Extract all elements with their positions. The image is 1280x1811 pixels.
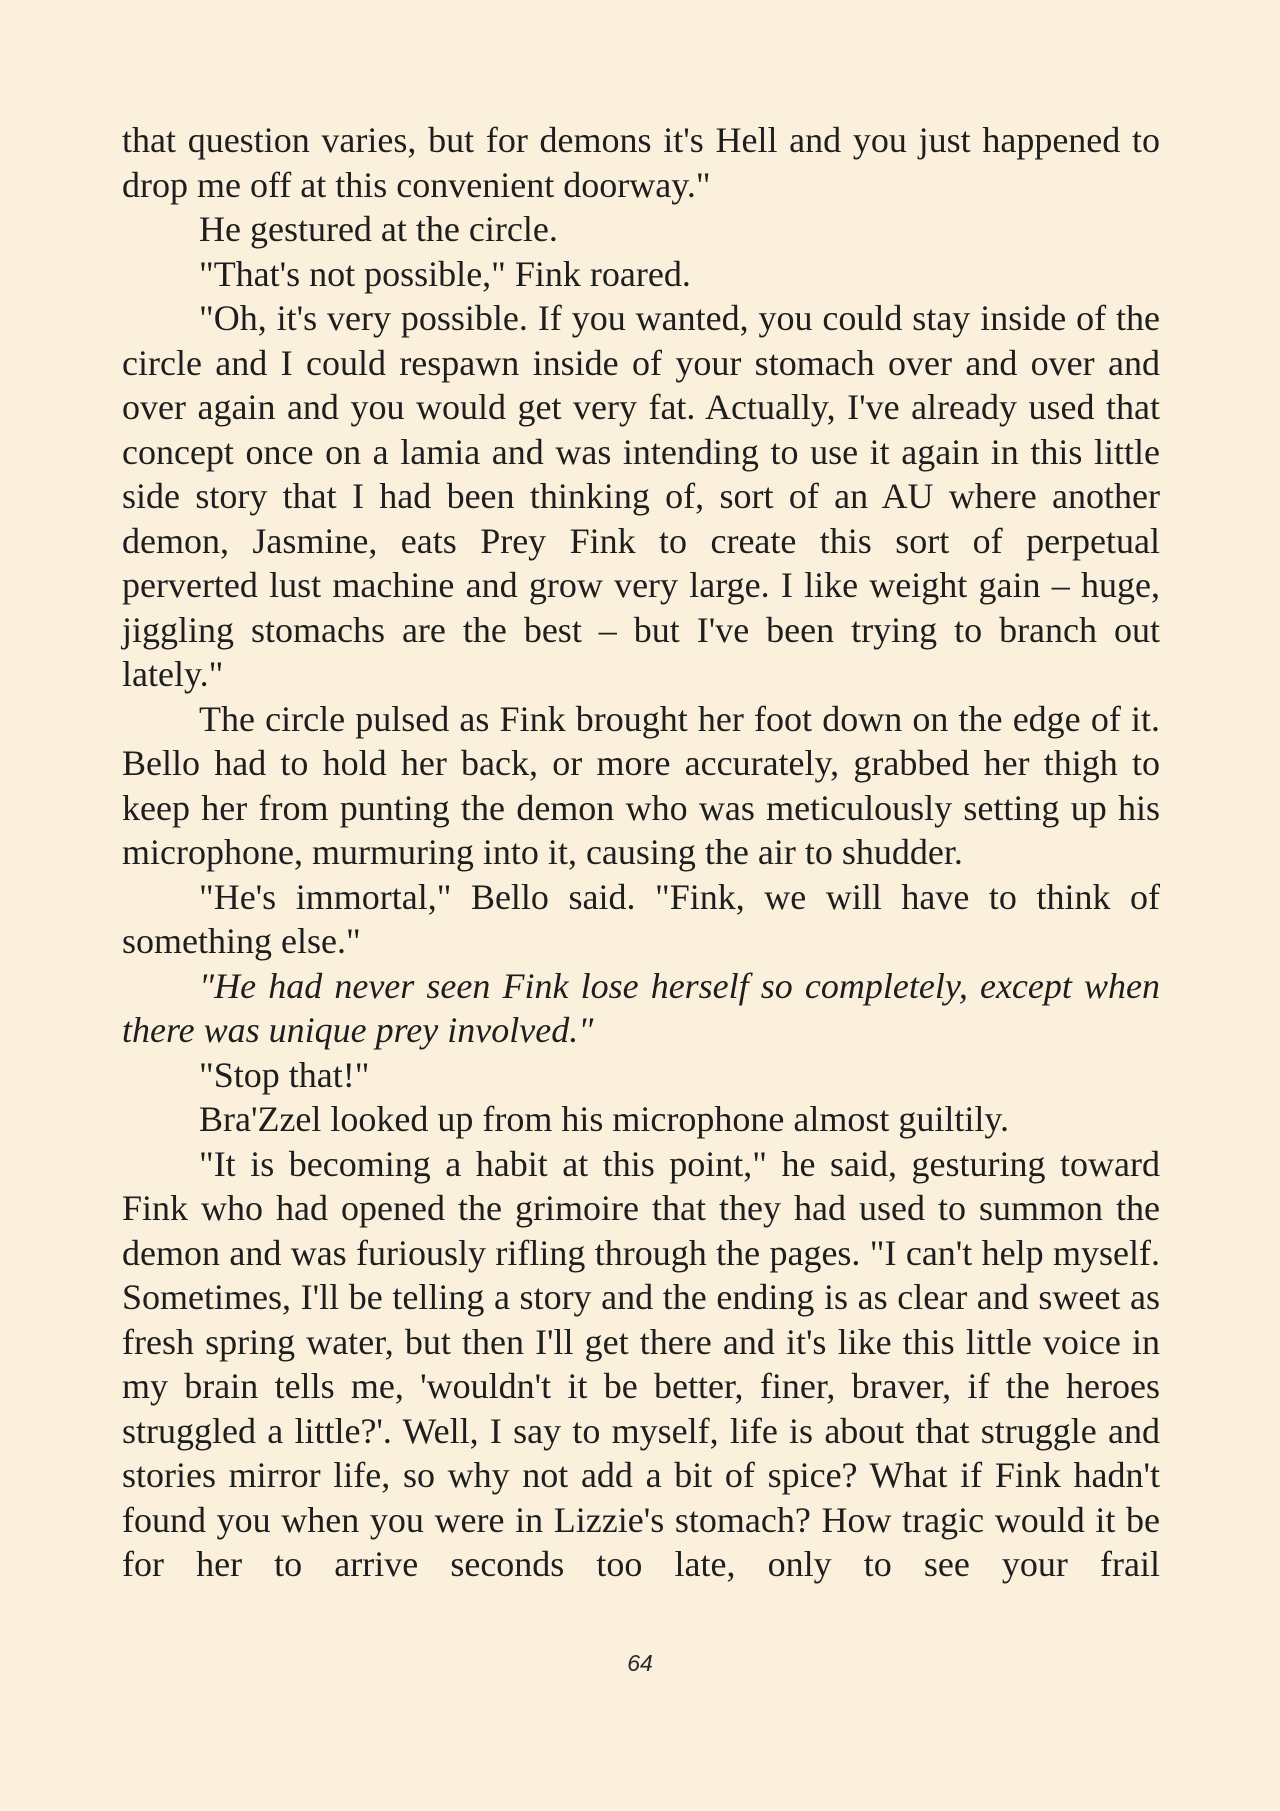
paragraph: "He's immortal," Bello said. "Fink, we will have to think of something else." bbox=[122, 876, 1160, 961]
paragraph: "Oh, it's very possible. If you wanted, you could stay inside of the circle and I could respawn inside of your stomach over and over and over again and you would get very fat. Actually, I've already used that concept once on a lamia and was intending to use it again in this little side story that I had been thinking of, sort of an AU where another demon, Jasmine, eats Prey Fink to create this sort of perpetual perverted lust machine and grow very large. I like weight gain – huge, jiggling stomachs are the best – but I've been trying to branch out lately." bbox=[122, 298, 1160, 694]
paragraph: that question varies, but for demons it's Hell and you just happened to drop me off at this convenient doorway." bbox=[122, 120, 1160, 205]
paragraph-italic: "He had never seen Fink lose herself so completely, except when there was unique prey involved." bbox=[122, 965, 1160, 1050]
page-body bbox=[122, 118, 1160, 1587]
paragraph: "Stop that!" bbox=[199, 1054, 370, 1095]
paragraph: Bra'Zzel looked up from his microphone almost guiltily. bbox=[199, 1099, 1009, 1139]
paragraph: The circle pulsed as Fink brought her foot down on the edge of it. Bello had to hold her back, or more accurately, grabbed her thigh to keep her from punting the demon who was meticulously setting up his microphone, murmuring into it, causing the air to shudder. bbox=[122, 698, 1160, 872]
paragraph: "That's not possible," Fink roared. bbox=[199, 253, 691, 294]
page-number: 64 bbox=[627, 1650, 653, 1676]
paragraph: He gestured at the circle. bbox=[199, 209, 558, 249]
paragraph-continued: "It is becoming a habit at this point," he said, gesturing toward Fink who had opened the grimoire that they had used to summon the demon and was furiously rifling through the pages. "I can't help myself. Sometimes, I'll be telling a story and the ending is as clear and sweet as fresh spring water, but then I'll get there and it's like this little voice in my brain tells me, 'wouldn't it be better, finer, braver, if the heroes struggled a little?'. Well, I say to myself, life is about that struggle and stories mirror life, so why not add a bit of spice? What if Fink hadn't found you when you were in Lizzie's stomach? How tragic would it be for her to arrive seconds too late, only to see your frail bbox=[122, 1143, 1160, 1584]
